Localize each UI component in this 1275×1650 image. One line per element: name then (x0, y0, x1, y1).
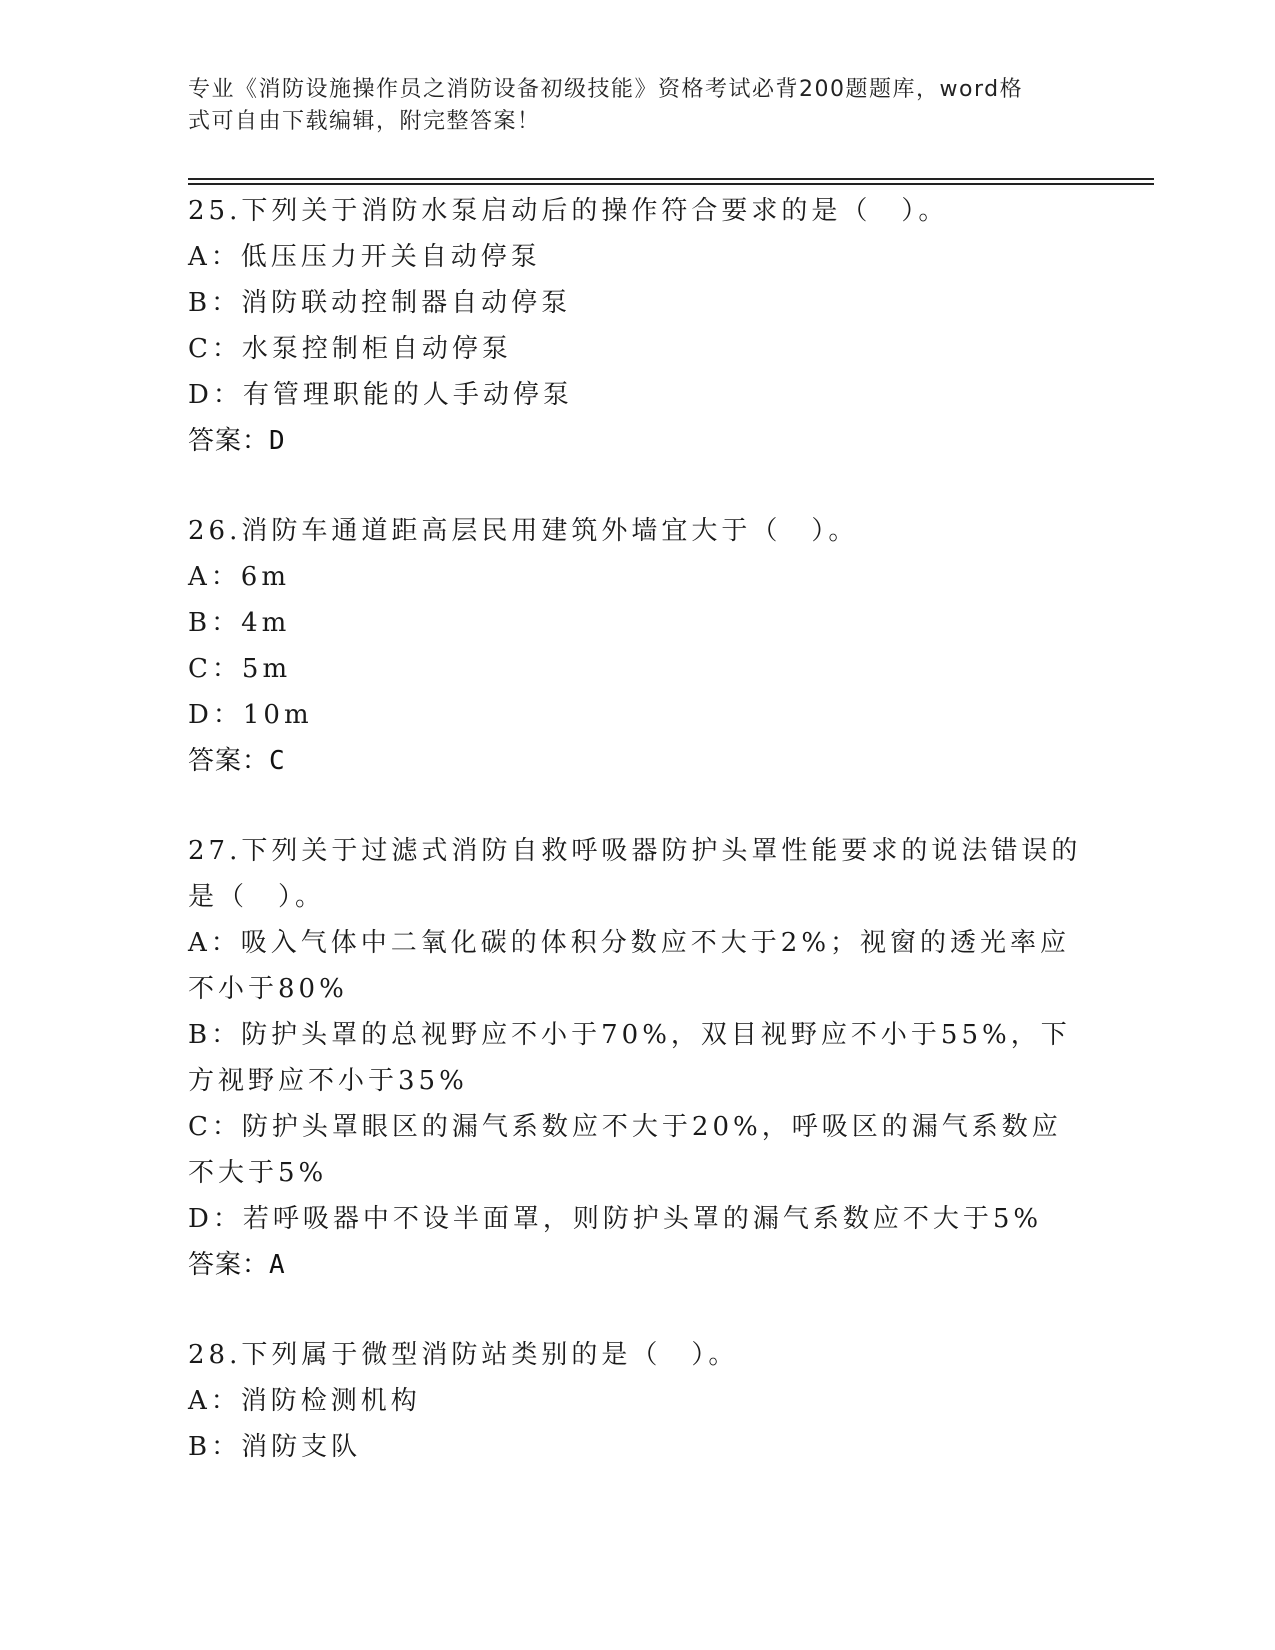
option-key: C： (188, 654, 242, 684)
answer-label: 答案： (188, 1250, 270, 1280)
question-stem: 27.下列关于过滤式消防自救呼吸器防护头罩性能要求的说法错误的是（ ）。 (188, 836, 1082, 912)
option-b (188, 600, 1088, 646)
option-key: B： (188, 288, 242, 318)
option-key: D： (188, 1204, 243, 1234)
header-divider-top (188, 178, 1154, 180)
option-key: A： (188, 1386, 241, 1416)
header-line-2: 式可自由下载编辑，附完整答案！ (188, 109, 541, 134)
option-text: 低压压力开关自动停泵 (240, 242, 541, 272)
option-text: 有管理职能的人手动停泵 (242, 380, 573, 410)
question-stem: 28.下列属于微型消防站类别的是（ ）。 (188, 1340, 739, 1370)
answer-value: D (269, 426, 286, 456)
option-text: 6m (240, 562, 290, 592)
option-b (188, 1424, 1088, 1470)
question-list (188, 188, 1088, 1470)
option-a (188, 234, 1088, 280)
option-text: 防护头罩的总视野应不小于70%，双目视野应不小于55%，下方视野应不小于35% (188, 1020, 1071, 1096)
option-key: B： (188, 1020, 242, 1050)
answer-line (188, 1242, 1088, 1288)
answer-value: A (269, 1250, 286, 1280)
answer-label: 答案： (188, 746, 270, 776)
option-key: D： (188, 380, 243, 410)
option-key: B： (188, 1432, 242, 1462)
option-a (188, 554, 1088, 600)
option-a (188, 920, 1088, 1012)
option-d (188, 692, 1088, 738)
option-c (188, 1104, 1088, 1196)
option-text: 防护头罩眼区的漏气系数应不大于20%，呼吸区的漏气系数应不大于5% (188, 1112, 1062, 1188)
option-key: A： (188, 928, 241, 958)
document-header (188, 74, 1068, 138)
option-key: D： (188, 700, 243, 730)
question-stem: 26.消防车通道距高层民用建筑外墙宜大于（ ）。 (188, 516, 859, 546)
option-key: A： (188, 242, 241, 272)
option-c (188, 646, 1088, 692)
answer-line (188, 418, 1088, 464)
question-25 (188, 188, 1088, 464)
question-stem: 25.下列关于消防水泵启动后的操作符合要求的是（ ）。 (188, 196, 949, 226)
option-text: 吸入气体中二氧化碳的体积分数应不大于2%；视窗的透光率应不小于80% (188, 928, 1071, 1004)
option-b (188, 1012, 1088, 1104)
answer-line (188, 738, 1088, 784)
option-c (188, 326, 1088, 372)
option-key: B： (188, 608, 242, 638)
header-divider-bottom (188, 183, 1154, 185)
option-d (188, 1196, 1088, 1242)
header-line-1: 专业《消防设施操作员之消防设备初级技能》资格考试必背200题题库，word格 (188, 77, 1024, 102)
option-text: 10m (242, 700, 313, 730)
question-28 (188, 1332, 1088, 1470)
option-text: 消防检测机构 (240, 1386, 421, 1416)
answer-label: 答案： (188, 426, 270, 456)
option-key: A： (188, 562, 241, 592)
option-text: 4m (241, 608, 291, 638)
option-b (188, 280, 1088, 326)
option-text: 水泵控制柜自动停泵 (241, 334, 512, 364)
option-d (188, 372, 1088, 418)
option-text: 5m (241, 654, 292, 684)
option-key: C： (188, 334, 242, 364)
answer-value: C (269, 746, 286, 776)
option-key: C： (188, 1112, 242, 1142)
option-text: 若呼吸器中不设半面罩，则防护头罩的漏气系数应不大于5% (242, 1204, 1043, 1234)
question-26 (188, 508, 1088, 784)
option-a (188, 1378, 1088, 1424)
option-text: 消防支队 (241, 1432, 362, 1462)
question-27 (188, 828, 1088, 1288)
option-text: 消防联动控制器自动停泵 (241, 288, 572, 318)
